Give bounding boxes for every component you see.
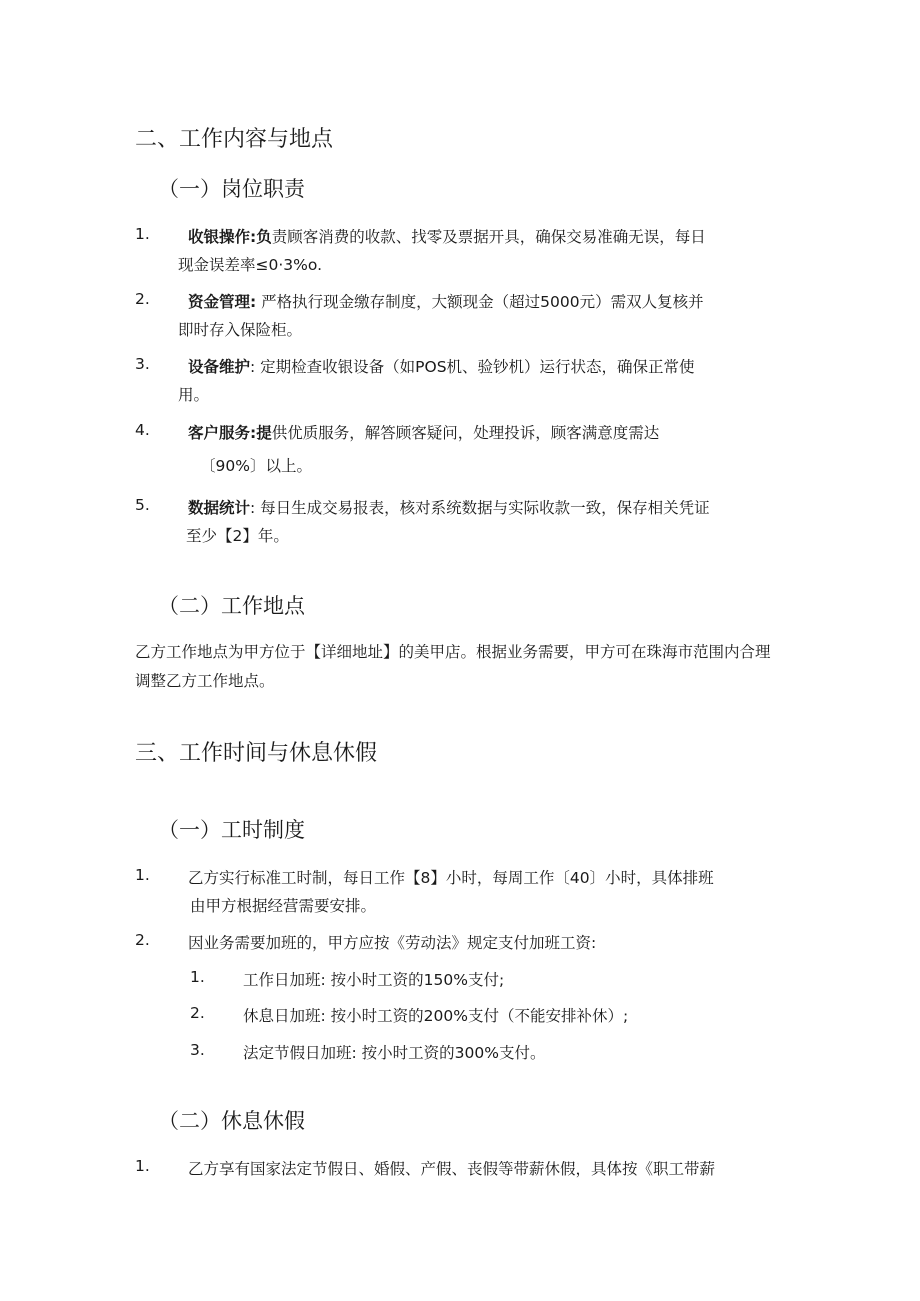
item-bold-char: 提 (256, 424, 272, 442)
list-item-line (188, 496, 710, 518)
item-text: : 每日生成交易报表，核对系统数据与实际收款一致，保存相关凭证 (250, 499, 710, 517)
sublist-number: 3. (190, 1041, 205, 1059)
list-item-line (188, 225, 706, 247)
sublist-item: 工作日加班: 按小时工资的150%支付; (243, 971, 505, 989)
item-text: 严格执行现金缴存制度，大额现金（超过5000元）需双人复核并 (256, 293, 704, 311)
item-label: 客户服务: (188, 424, 257, 442)
list-number: 2. (135, 931, 150, 949)
list-item-line: 乙方实行标准工时制，每日工作【8】小时，每周工作〔40〕小时，具体排班 (188, 869, 714, 887)
list-number: 5. (135, 496, 150, 514)
list-item-continuation: 由甲方根据经营需要安排。 (190, 897, 377, 915)
list-item-continuation: 现金误差率≤0·3%o. (178, 256, 323, 274)
list-item-line: 因业务需要加班的，甲方应按《劳动法》规定支付加班工资: (188, 934, 597, 952)
list-item-line: 乙方享有国家法定节假日、婚假、产假、丧假等带薪休假，具体按《职工带薪 (188, 1160, 716, 1178)
list-item-line (188, 421, 659, 443)
section-heading-2: 二、工作内容与地点 (135, 127, 334, 152)
item-text: 供优质服务，解答顾客疑问，处理投诉，顾客满意度需达 (271, 424, 660, 442)
list-number: 3. (135, 355, 150, 373)
sublist-item: 法定节假日加班: 按小时工资的300%支付。 (243, 1044, 546, 1062)
list-number: 1. (135, 225, 150, 243)
item-text: 责顾客消费的收款、找零及票据开具，确保交易准确无误，每日 (271, 228, 706, 246)
list-item-continuation: 〔90%〕以上。 (200, 457, 312, 475)
list-item-continuation: 至少【2】年。 (186, 527, 289, 545)
list-item-line (188, 355, 695, 377)
subsection-heading-hours: （一）工时制度 (158, 818, 305, 842)
list-item-continuation: 即时存入保险柜。 (178, 321, 303, 339)
sublist-number: 2. (190, 1004, 205, 1022)
paragraph-line: 调整乙方工作地点。 (135, 672, 275, 690)
item-label: 资金管理: (188, 293, 257, 311)
list-item-continuation: 用。 (178, 386, 210, 404)
section-heading-3: 三、工作时间与休息休假 (135, 741, 378, 766)
list-number: 1. (135, 866, 150, 884)
subsection-heading-leave: （二）休息休假 (158, 1109, 305, 1133)
list-number: 4. (135, 421, 150, 439)
list-number: 2. (135, 290, 150, 308)
subsection-heading-duties: （一）岗位职责 (158, 177, 305, 201)
item-label: 收银操作: (188, 228, 257, 246)
list-number: 1. (135, 1157, 150, 1175)
subsection-heading-workplace: （二）工作地点 (158, 594, 305, 618)
item-label: 数据统计 (188, 499, 251, 517)
sublist-number: 1. (190, 968, 205, 986)
list-item-line (188, 290, 704, 312)
item-label: 设备维护 (188, 358, 251, 376)
paragraph-line: 乙方工作地点为甲方位于【详细地址】的美甲店。根据业务需要，甲方可在珠海市范围内合理 (135, 643, 771, 661)
sublist-item: 休息日加班: 按小时工资的200%支付（不能安排补休）; (243, 1007, 629, 1025)
item-bold-char: 负 (256, 228, 272, 246)
item-text: : 定期检查收银设备（如POS机、验钞机）运行状态，确保正常使 (250, 358, 695, 376)
